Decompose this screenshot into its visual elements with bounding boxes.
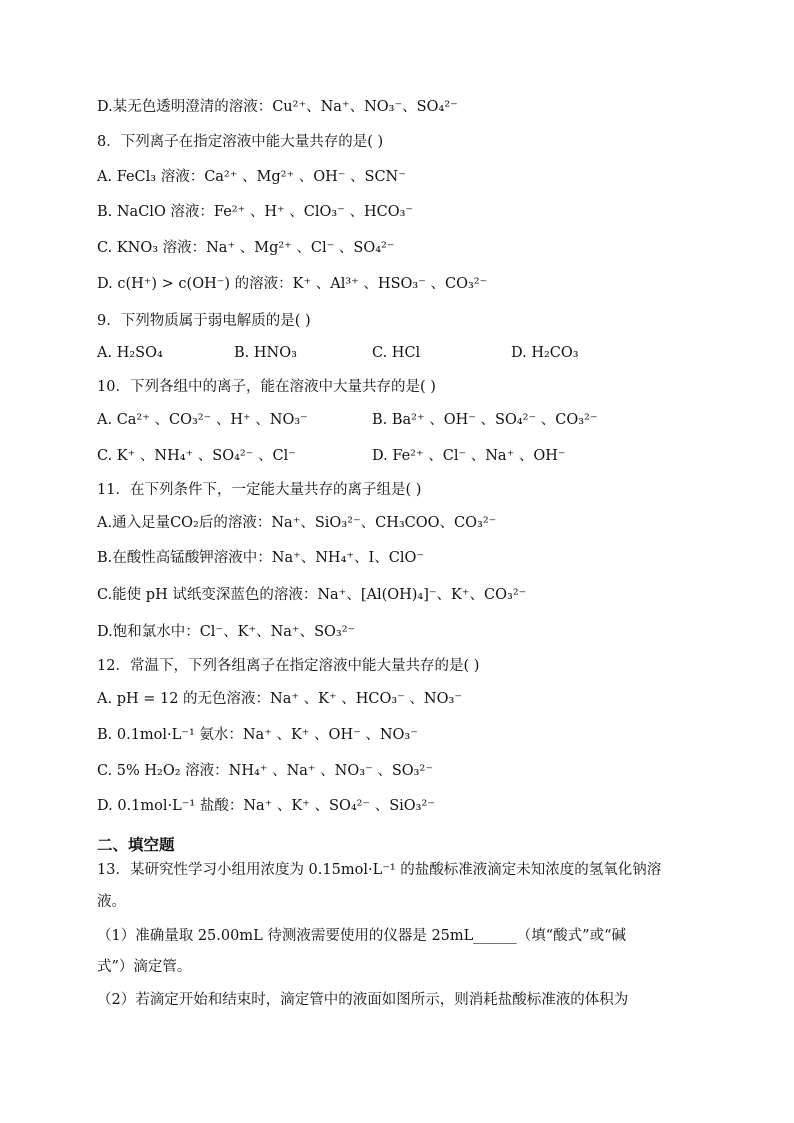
q12-option-b: B. 0.1mol·L⁻¹ 氨水：Na⁺ 、K⁺ 、OH⁻ 、NO₃⁻: [97, 727, 418, 743]
q10-option-c: C. K⁺ 、NH₄⁺ 、SO₄²⁻ 、Cl⁻: [97, 448, 296, 464]
q11-stem: 11．在下列条件下，一定能大量共存的离子组是( ): [97, 482, 422, 498]
q8-option-a: A. FeCl₃ 溶液：Ca²⁺ 、Mg²⁺ 、OH⁻ 、SCN⁻: [97, 169, 406, 185]
q13-part1-line1: （1）准确量取 25.00mL 待测液需要使用的仪器是 25mL______（填“酸式”或“碱: [97, 928, 627, 944]
q8-stem: 8．下列离子在指定溶液中能大量共存的是( ): [97, 134, 384, 150]
q13-part2-line1: （2）若滴定开始和结束时，滴定管中的液面如图所示，则消耗盐酸标准液的体积为: [97, 992, 629, 1008]
q7-option-d: D.某无色透明澄清的溶液：Cu²⁺、Na⁺、NO₃⁻、SO₄²⁻: [97, 99, 458, 115]
q12-stem: 12．常温下，下列各组离子在指定溶液中能大量共存的是( ): [97, 658, 480, 674]
section-title-fill-in: 二、填空题: [97, 836, 175, 854]
q11-option-b: B.在酸性高锰酸钾溶液中：Na⁺、NH₄⁺、I、ClO⁻: [97, 550, 425, 566]
q10-option-b: B. Ba²⁺ 、OH⁻ 、SO₄²⁻ 、CO₃²⁻: [372, 412, 598, 428]
q11-option-a: A.通入足量CO₂后的溶液：Na⁺、SiO₃²⁻、CH₃COO、CO₃²⁻: [97, 515, 497, 531]
q13-stem-line2: 液。: [97, 894, 126, 910]
q10-option-d: D. Fe²⁺ 、Cl⁻ 、Na⁺ 、OH⁻: [372, 448, 566, 464]
q13-stem-line1: 13．某研究性学习小组用浓度为 0.15mol·L⁻¹ 的盐酸标准液滴定未知浓度的氢氧化钠溶: [97, 862, 662, 878]
q8-option-b: B. NaClO 溶液：Fe²⁺ 、H⁺ 、ClO₃⁻ 、HCO₃⁻: [97, 204, 414, 220]
q9-stem: 9．下列物质属于弱电解质的是( ): [97, 313, 311, 329]
q10-stem: 10．下列各组中的离子，能在溶液中大量共存的是( ): [97, 379, 436, 395]
q8-option-c: C. KNO₃ 溶液：Na⁺ 、Mg²⁺ 、Cl⁻ 、SO₄²⁻: [97, 240, 395, 256]
q11-option-d: D.饱和氯水中：Cl⁻、K⁺、Na⁺、SO₃²⁻: [97, 624, 356, 640]
q9-option-d: D. H₂CO₃: [511, 345, 579, 361]
q9-option-b: B. HNO₃: [234, 345, 297, 361]
q10-option-a: A. Ca²⁺ 、CO₃²⁻ 、H⁺ 、NO₃⁻: [97, 412, 308, 428]
q8-option-d: D. c(H⁺) > c(OH⁻) 的溶液：K⁺ 、Al³⁺ 、HSO₃⁻ 、CO₃²⁻: [97, 276, 488, 292]
q12-option-a: A. pH = 12 的无色溶液：Na⁺ 、K⁺ 、HCO₃⁻ 、NO₃⁻: [97, 691, 462, 707]
q13-part1-line2: 式”）滴定管。: [97, 959, 192, 975]
q9-option-c: C. HCl: [372, 345, 421, 361]
q9-option-a: A. H₂SO₄: [97, 345, 163, 361]
q12-option-d: D. 0.1mol·L⁻¹ 盐酸：Na⁺ 、K⁺ 、SO₄²⁻ 、SiO₃²⁻: [97, 798, 435, 814]
q12-option-c: C. 5% H₂O₂ 溶液：NH₄⁺ 、Na⁺ 、NO₃⁻ 、SO₃²⁻: [97, 763, 433, 779]
q11-option-c: C.能使 pH 试纸变深蓝色的溶液：Na⁺、[Al(OH)₄]⁻、K⁺、CO₃²⁻: [97, 587, 527, 603]
